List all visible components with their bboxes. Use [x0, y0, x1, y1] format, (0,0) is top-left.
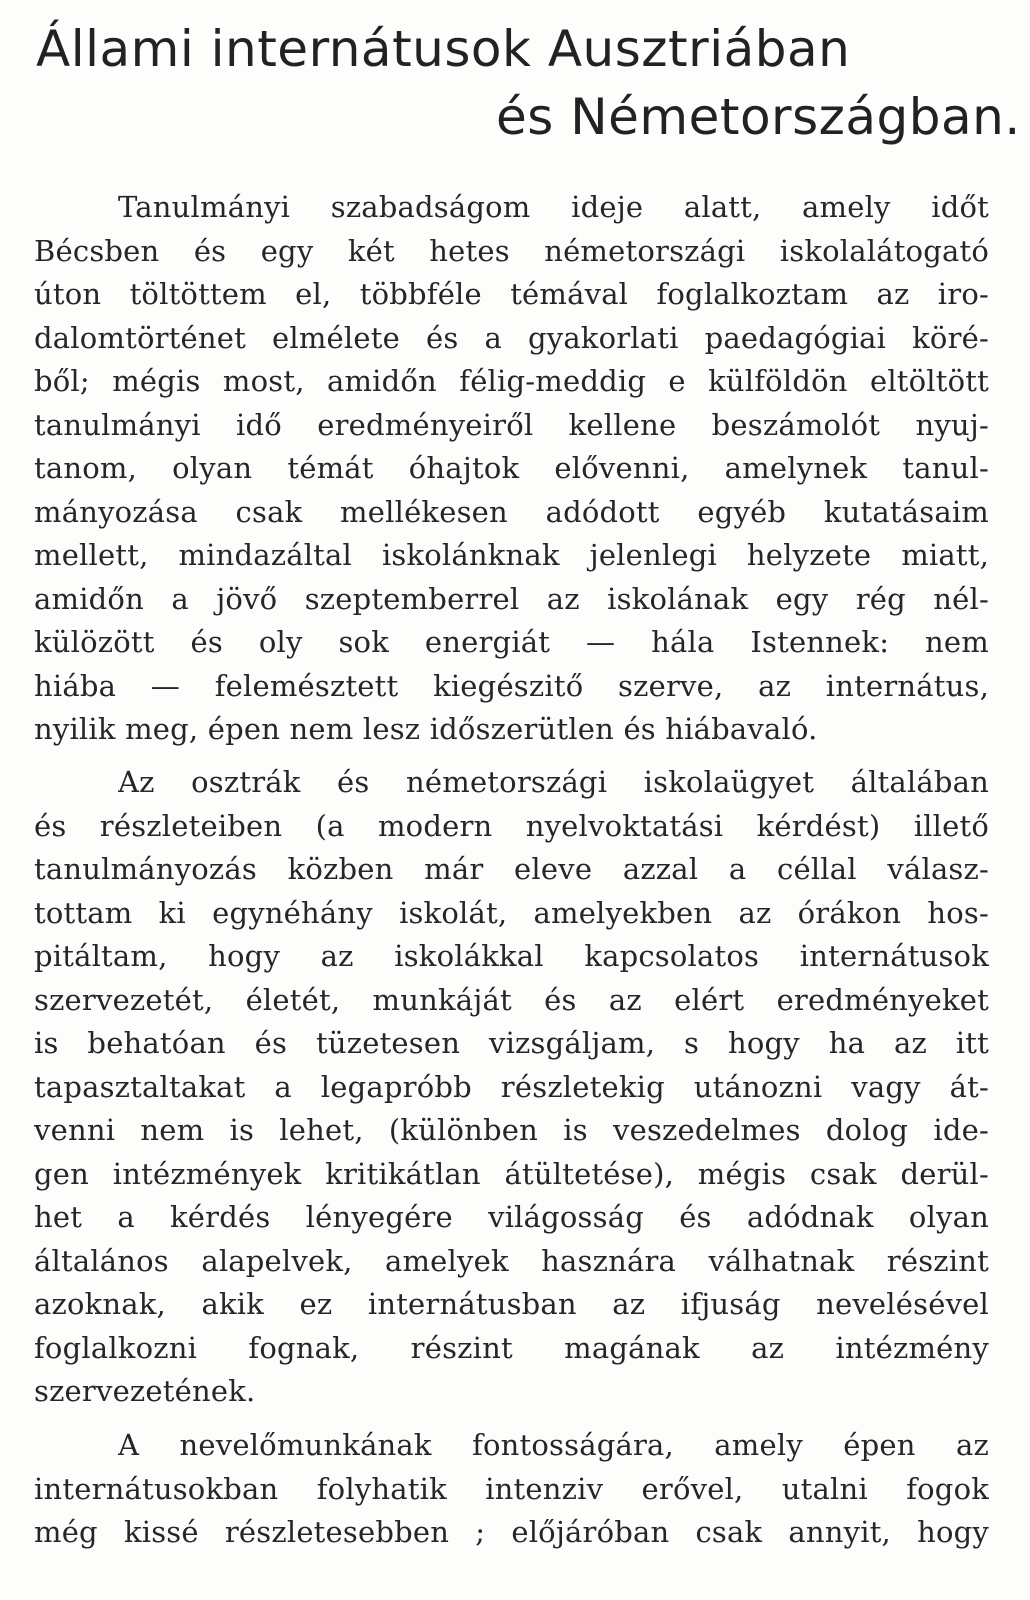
text-line: amidőn a jövő szeptemberrel az iskolának egy rég nél-	[34, 582, 989, 616]
text-line: nyilik meg, épen nem lesz időszerütlen és hiábavaló.	[34, 712, 818, 746]
text-line: het a kérdés lényegére világosság és adódnak olyan	[34, 1200, 989, 1234]
text-line: foglalkozni fognak, részint magának az intézmény	[34, 1331, 989, 1365]
text-line: általános alapelvek, amelyek hasznára válhatnak részint	[34, 1244, 989, 1278]
text-line: azoknak, akik ez internátusban az ifjuság nevelésével	[34, 1287, 989, 1321]
text-line: dalomtörténet elmélete és a gyakorlati paedagógiai köré-	[34, 321, 989, 355]
text-line: A nevelőmunkának fontosságára, amely épen az	[118, 1428, 989, 1462]
text-line: tottam ki egynéhány iskolát, amelyekben az órákon hos-	[34, 896, 989, 930]
text-line: Az osztrák és németországi iskolaügyet általában	[118, 765, 989, 799]
text-line: tapasztaltakat a legapróbb részletekig utánozni vagy át-	[34, 1070, 989, 1104]
text-line: tanom, olyan témát óhajtok elővenni, amelynek tanul-	[34, 451, 989, 485]
text-line: is behatóan és tüzetesen vizsgáljam, s hogy ha az itt	[34, 1026, 989, 1060]
text-line: úton töltöttem el, többféle témával foglalkoztam az iro-	[34, 277, 989, 311]
text-line: venni nem is lehet, (különben is veszedelmes dolog ide-	[34, 1113, 989, 1147]
text-line: Tanulmányi szabadságom ideje alatt, amely időt	[118, 190, 989, 224]
text-line: ből; mégis most, amidőn félig-meddig e külföldön eltöltött	[34, 364, 989, 398]
text-line: még kissé részletesebben ; előjáróban csak annyit, hogy	[34, 1515, 989, 1549]
text-line: tanulmányozás közben már eleve azzal a céllal válasz-	[34, 852, 989, 886]
title-line-1: Állami internátusok Ausztriában	[36, 20, 851, 78]
text-line: Bécsben és egy két hetes németországi iskolalátogató	[34, 234, 989, 268]
text-line: hiába — felemésztett kiegészitő szerve, az internátus,	[34, 669, 989, 703]
text-line: pitáltam, hogy az iskolákkal kapcsolatos internátusok	[34, 939, 989, 973]
text-line: külözött és oly sok energiát — hála Istennek: nem	[34, 625, 989, 659]
text-line: mellett, mindazáltal iskolánknak jelenlegi helyzete miatt,	[34, 538, 989, 572]
text-line: tanulmányi idő eredményeiről kellene beszámolót nyuj-	[34, 408, 989, 442]
text-line: mányozása csak mellékesen adódott egyéb kutatásaim	[34, 495, 989, 529]
text-line: gen intézmények kritikátlan átültetése), mégis csak derül-	[34, 1157, 989, 1191]
text-line: szervezetének.	[34, 1374, 256, 1408]
text-line: szervezetét, életét, munkáját és az elért eredményeket	[34, 983, 989, 1017]
text-line: internátusokban folyhatik intenziv erővel, utalni fogok	[34, 1472, 989, 1506]
title-line-2: és Németországban.	[496, 88, 1021, 146]
text-line: és részleteiben (a modern nyelvoktatási kérdést) illető	[34, 809, 989, 843]
